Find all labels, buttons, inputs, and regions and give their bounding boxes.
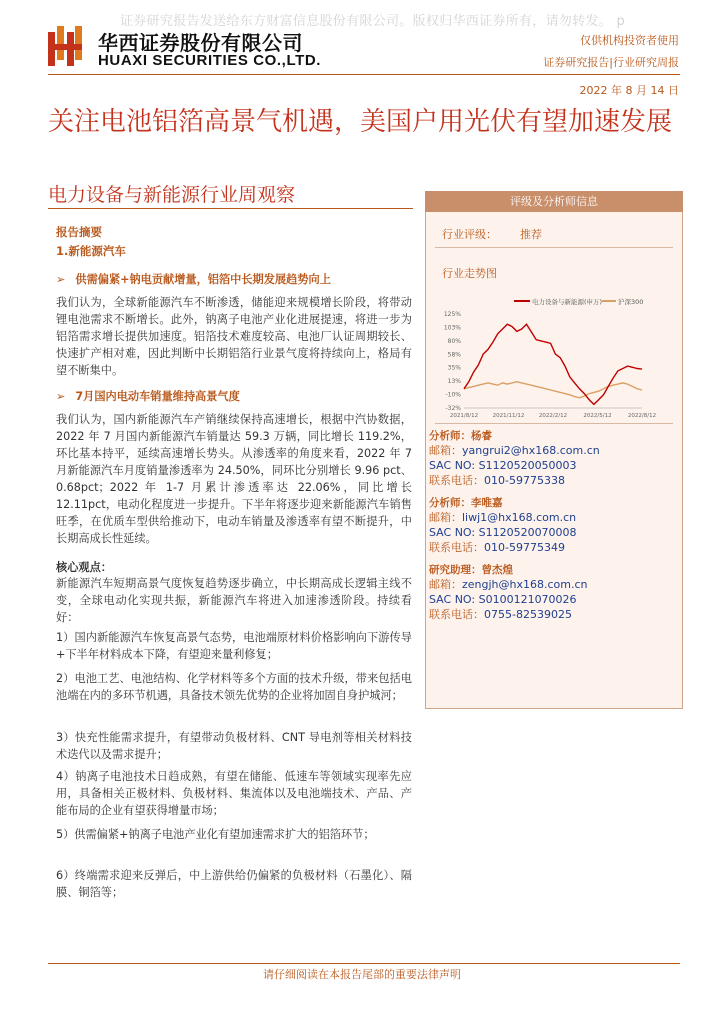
y-tick-label: -10% <box>445 391 461 399</box>
rating-label: 行业评级： <box>442 228 497 241</box>
analyst-name: 分析师：李唯嘉 <box>429 497 503 509</box>
analyst-1 <box>429 428 679 488</box>
x-tick-label: 2022/5/12 <box>583 413 612 419</box>
arrow-icon: ➢ <box>56 273 66 286</box>
analyst-name: 研究助理：曾杰煌 <box>429 564 513 576</box>
analyst-email: 邮箱：liwj1@hx168.com.cn <box>429 511 577 524</box>
bullet-text-2: 7月国内电动车销量维持高景气度 <box>75 390 240 403</box>
summary-heading-block <box>56 224 412 259</box>
analyst-email: 邮箱：yangrui2@hx168.com.cn <box>429 444 600 457</box>
rating-divider <box>435 247 673 248</box>
bullet-heading-1 <box>56 271 412 287</box>
y-tick-label: 35% <box>447 364 461 372</box>
legend-label-sector: 电力设备与新能源(申万) <box>532 298 603 306</box>
y-tick-label: 125% <box>443 311 461 318</box>
bullet-heading-2 <box>56 388 412 404</box>
point-5: 5）供需偏紧+钠离子电池产业化有望加速需求扩大的铝箔环节； <box>56 828 375 841</box>
industry-trend-chart <box>430 284 676 424</box>
report-subtitle: 电力设备与新能源行业周观察 <box>48 184 296 206</box>
point-1: 1）国内新能源汽车恢复高景气态势，电池端原材料价格影响向下游传导+下半年材料成本下降，有望迎来量利修复； <box>56 631 412 661</box>
analyst-email: 邮箱：zengjh@hx168.com.cn <box>429 578 588 591</box>
footer-divider <box>48 963 680 964</box>
series-line-0 <box>464 324 642 404</box>
report-type: 证券研究报告|行业研究周报 <box>543 56 679 69</box>
company-name-cn: 华西证券股份有限公司 <box>98 31 303 55</box>
subtitle-divider <box>48 208 413 209</box>
section-heading-nev: 1.新能源汽车 <box>56 244 126 258</box>
y-tick-label: 103% <box>443 324 461 332</box>
bullet-text-1: 供需偏紧+钠电贡献增量，铝箔中长期发展趋势向上 <box>75 273 331 286</box>
report-date: 2022 年 8 月 14 日 <box>579 84 679 97</box>
company-name-en: HUAXI SECURITIES CO.,LTD. <box>98 52 322 69</box>
chart-divider <box>435 423 673 424</box>
sidebar-header: 评级及分析师信息 <box>425 191 683 212</box>
watermark: 证券研究报告发送给东方财富信息股份有限公司。版权归华西证券所有，请勿转发。 p <box>120 14 626 29</box>
point-3: 3）快充性能需求提升，有望带动负极材料、CNT 导电剂等相关材料技术迭代以及需求提升； <box>56 731 412 761</box>
paragraph-1: 我们认为，全球新能源汽车不断渗透，储能迎来规模增长阶段，将带动锂电池需求不断增长。此外，钠离子电池产业化进展提速，将进一步为铝箔需求增长提供加速度。铝箔技术难度较高、电池厂认证周期较长、快速扩产相对难，因此判断中长期铝箔行业景气度将持续向上，格局有望不断集中。 <box>56 296 412 377</box>
y-tick-label: -32% <box>445 405 461 412</box>
analyst-tel: 联系电话：010-59775349 <box>429 541 565 554</box>
analyst-sac: SAC NO: S1120520070008 <box>429 526 577 539</box>
chart-label: 行业走势图 <box>442 267 497 280</box>
analyst-2 <box>429 495 679 555</box>
core-view-heading: 核心观点： <box>56 561 112 574</box>
header-divider <box>48 74 680 75</box>
report-title: 关注电池铝箔高景气机遇，美国户用光伏有望加速发展 <box>48 107 673 137</box>
x-tick-label: 2021/11/12 <box>492 413 525 419</box>
series-line-1 <box>464 382 642 398</box>
analyst-tel: 联系电话：0755-82539025 <box>429 608 572 621</box>
paragraph-3: 新能源汽车短期高景气度恢复趋势逐步确立，中长期高成长逻辑主线不变，全球电动化实现共振，新能源汽车将进入加速渗透阶段。持续看好： <box>56 577 412 624</box>
restriction-note: 仅供机构投资者使用 <box>580 34 679 47</box>
x-tick-label: 2022/8/12 <box>627 413 657 419</box>
analyst-sac: SAC NO: S0100121070026 <box>429 593 577 606</box>
arrow-icon: ➢ <box>56 390 66 403</box>
point-4: 4）钠离子电池技术日趋成熟，有望在储能、低速车等领域实现率先应用，具备相关正极材料、负极材料、集流体以及电池端技术、产品、产能布局的企业有望获得增量市场； <box>56 770 412 817</box>
paragraph-2: 我们认为，国内新能源汽车产销继续保持高速增长，根据中汽协数据，2022 年 7 月国内新能源汽车销量达 59.3 万辆，同比增长 119.2%，环比基本持平，延续高速增长势头。从渗透率的角度来看，2022 年 7 月新能源汽车月度销量渗透率为 24.50%，同环比分别增长 9.96 pct、0.68pct；2022 年 1-7 月累计渗透率达 22.06%，同比增长 12.11pct，电动化程度进一步提升。下半年将逐步迎来新能源汽车销售旺季，在优质车型供给推动下，电动车销量及渗透率有望不断提升，中长期高成长性延续。 <box>56 413 412 545</box>
company-logo-icon <box>48 26 82 66</box>
y-tick-label: 13% <box>447 378 461 386</box>
y-tick-label: 80% <box>447 337 461 345</box>
x-tick-label: 2021/8/12 <box>449 413 479 419</box>
point-6: 6）终端需求迎来反弹后，中上游供给仍偏紧的负极材料（石墨化）、隔膜、铜箔等； <box>56 869 412 899</box>
analyst-sac: SAC NO: S1120520050003 <box>429 459 577 472</box>
analyst-tel: 联系电话：010-59775338 <box>429 474 565 487</box>
legal-footer-note: 请仔细阅读在本报告尾部的重要法律声明 <box>263 968 461 981</box>
x-tick-label: 2022/2/12 <box>538 413 568 419</box>
y-tick-label: 58% <box>447 351 461 359</box>
analyst-name: 分析师：杨睿 <box>429 430 492 442</box>
analyst-3 <box>429 562 679 622</box>
point-2: 2）电池工艺、电池结构、化学材料等多个方面的技术升级，带来包括电池端在内的多环节机遇，具备技术领先优势的企业将加固自身护城河； <box>56 672 412 702</box>
summary-heading: 报告摘要 <box>56 225 102 239</box>
rating-value: 推荐 <box>520 228 542 241</box>
legend-label-hs300: 沪深300 <box>618 298 644 306</box>
